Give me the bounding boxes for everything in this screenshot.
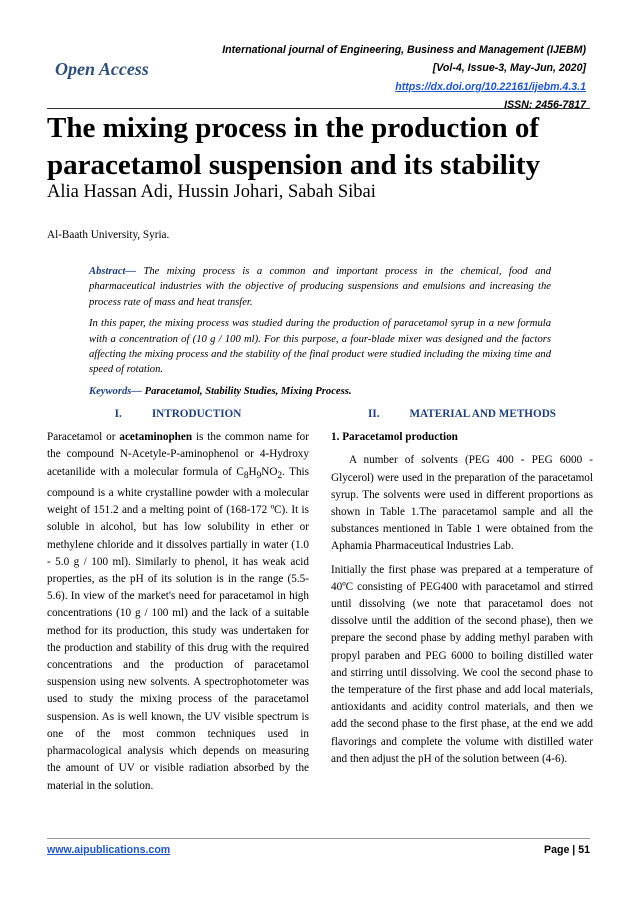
methods-paragraph-2: Initially the first phase was prepared at a temperature of 40ºC consisting of PEG400 with paracetamol and stirred until dissolving (we note that paracetamol does not dissolve until the addition of the second phase), then we prepare the second phase by adding methyl paraben with propyl paraben and PEG 6000 to boiling distilled water and stirring until dissolving. We cool the second phase to the temperature of the first phase and add local materials, antioxidants and acidity control materials, and then we add the second phase to the first phase, at the end we add flavorings and complete the volume with distilled water and then adjust the pH of the solution between (4-6). xyxy=(331,563,593,765)
keywords-text: Paracetamol, Stability Studies, Mixing Process. xyxy=(141,385,352,397)
page-number: Page | 51 xyxy=(544,844,590,856)
formula-subscript: 9 xyxy=(256,470,262,481)
section-title: MATERIAL AND METHODS xyxy=(409,408,556,420)
section-heading-introduction xyxy=(47,406,309,423)
methods-paragraph-1: A number of solvents (PEG 400 - PEG 6000 - Glycerol) were used in the preparation of the paracetamol syrup. The solvents were used in different proportions as shown in Table 1.The paracetamol sample and all the substances mentioned in Table 1 were obtained from the Aphamia Pharmaceutical Industries Lab. xyxy=(331,454,593,553)
right-column xyxy=(331,406,593,774)
keywords-line xyxy=(89,384,551,399)
article-title: The mixing process in the production of paracetamol suspension and its stability xyxy=(47,112,541,181)
section-number: II. xyxy=(367,408,380,420)
intro-text-rest: . This compound is a white crystalline powder with a molecular weight of 151.2 and a melting point of (168-172 ºC). It is soluble in alcohol, but has low solubility in ether or methylene chloride and it dissolves partially in water (1.0 - 5.0 g / 100 ml). Similarly to phenol, it has weak acid properties, as the pH of its solution is in the range (5.5-5.6). In view of the market's need for paracetamol in high concentrations (10 g / 100 ml) and the lack of a suitable method for its production, this study was undertaken for the production and stability of this drug with the required concentrations and the production of paracetamol suspension using new solvents. A spectrophotometer was used to study the mixing process of the paracetamol suspension. As is well known, the UV visible spectrum is one of the most common techniques used in pharmacological analysis which depends on measuring the amount of UV or visible radiation absorbed by the material in the solution. xyxy=(47,465,310,792)
section-title: INTRODUCTION xyxy=(151,408,242,420)
section-number: I. xyxy=(114,408,122,420)
subsection-heading: 1. Paracetamol production xyxy=(331,431,458,444)
intro-bold-term: acetaminophen xyxy=(119,431,193,444)
open-access-label: Open Access xyxy=(55,59,149,79)
keywords-label: Keywords— xyxy=(89,385,142,397)
formula-part: NO xyxy=(261,465,278,478)
abstract-block xyxy=(89,264,551,399)
intro-text-start: Paracetamol or xyxy=(47,431,120,444)
abstract-paragraph-1 xyxy=(89,264,551,310)
intro-paragraph xyxy=(47,429,309,795)
volume-issue: [Vol-4, Issue-3, May-Jun, 2020] xyxy=(432,62,586,75)
abstract-text-1: The mixing process is a common and important process in the chemical, food and pharmaceutical industries with the objective of producing suspensions and emulsions and increasing the process rate of mass and heat transfer. xyxy=(89,266,551,308)
author-affiliation: Al-Baath University, Syria. xyxy=(47,229,170,241)
journal-name: International journal of Engineering, Business and Management (IJEBM) xyxy=(222,44,586,56)
article-authors: Alia Hassan Adi, Hussin Johari, Sabah Sibai xyxy=(47,182,376,202)
footer-divider xyxy=(47,838,590,839)
header-divider xyxy=(47,108,590,109)
intro-text-mid: is the common name for the compound N-Acetyle-P-aminophenol or 4-Hydroxy acetanilide with a molecular formula of C xyxy=(47,431,309,478)
formula-part: H xyxy=(248,465,257,478)
doi-link[interactable]: https://dx.doi.org/10.22161/ijebm.4.3.1 xyxy=(395,80,586,93)
formula-subscript: 2 xyxy=(277,470,283,481)
issn: ISSN: 2456-7817 xyxy=(504,98,586,111)
left-column xyxy=(47,406,309,801)
journal-header xyxy=(222,41,586,114)
section-heading-methods xyxy=(331,406,593,423)
publisher-website-link[interactable]: www.aipublications.com xyxy=(47,844,171,856)
formula-subscript: 8 xyxy=(243,470,249,481)
abstract-paragraph-2: In this paper, the mixing process was studied during the production of paracetamol syrup in a new formula with a concentration of (10 g / 100 ml). For this purpose, a four-blade mixer was designed and the factors affecting the mixing process and the stability of the final product were studied including the mixing time and speed of rotation. xyxy=(89,318,551,376)
abstract-label: Abstract— xyxy=(89,266,137,277)
